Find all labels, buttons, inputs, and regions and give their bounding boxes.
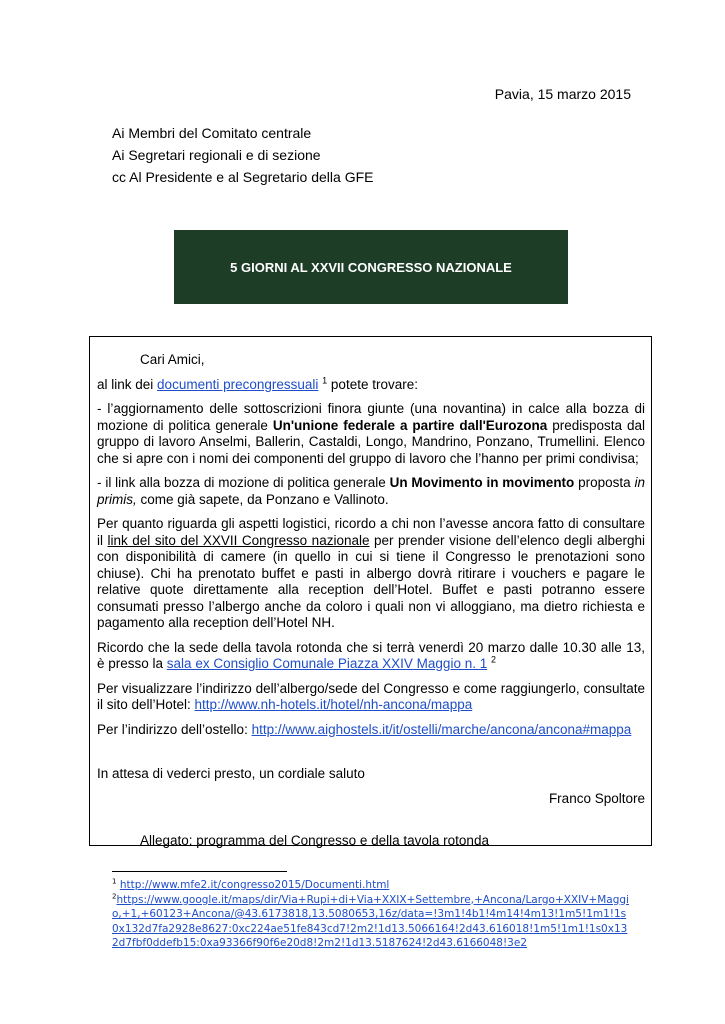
intro-paragraph: [97, 377, 645, 394]
venue-paragraph: [97, 640, 645, 673]
list-item-1: [97, 401, 645, 467]
hostel-map-link[interactable]: http://www.aighostels.it/it/ostelli/marche/ancona/ancona#mappa: [251, 721, 632, 737]
footnote-divider: [112, 871, 287, 872]
item2-italic: in primis,: [97, 475, 646, 507]
item1-motion-title: Un'unione federale a partire dall'Eurozona: [272, 417, 548, 433]
list-item-2: [97, 475, 645, 508]
item2-text: - il link alla bozza di mozione di politica generale: [97, 475, 390, 490]
venue-link[interactable]: sala ex Consiglio Comunale Piazza XXIV Maggio n. 1: [166, 656, 488, 671]
footnote-link[interactable]: https://www.google.it/maps/dir/Via+Rupi+di+Via+XXIX+Settembre,+Ancona/Largo+XXIV+Maggio,+1,+60123+Ancona/@43.6173818,13.5080653,16z/data=!3m1!4b1!4m14!4m13!1m5!1m1!1s0x132d7fa2928e8627:0xc224ae51fe843cd7!2m2!1d13.5066164!2d43.616018!1m5!1m1!1s0x132d7fbf0ddefb15:0xa93366f90f6e20d8!2m2!1d13.5187624!2d43.6166048!3e2: [112, 893, 629, 949]
hotel-paragraph: [97, 681, 645, 714]
title-banner: [174, 230, 568, 304]
footnotes: [112, 878, 632, 951]
closing: In attesa di vederci presto, un cordiale saluto: [97, 766, 365, 781]
intro-text: al link dei: [97, 376, 158, 392]
letter-date: Pavia, 15 marzo 2015: [494, 86, 631, 102]
recipient-line: cc Al Presidente e al Segretario della GFE: [112, 169, 374, 185]
documents-link[interactable]: documenti precongressuali: [157, 376, 319, 392]
congress-site-link[interactable]: link del sito del XXVII Congresso nazionale: [107, 532, 370, 548]
item1-text-end: predisposta dal gruppo di lavoro Anselmi, Ballerin, Castaldi, Longo, Mandrino, Ponzano, Trumellini. Elenco che si apre con i nomi dei componenti del gruppo di lavoro che l’hanno per primi condivisa;: [97, 417, 645, 466]
item2-text-mid: proposta: [574, 475, 635, 490]
hotel-map-link[interactable]: http://www.nh-hotels.it/hotel/nh-ancona/mappa: [194, 697, 473, 712]
hostel-paragraph: [97, 722, 645, 739]
hotel-text: Per visualizzare l’indirizzo dell’albergo/sede del Congresso e come raggiungerlo, consultate il sito dell’Hotel:: [97, 680, 645, 712]
item1-text: - l’aggiornamento delle sottoscrizioni finora giunte (una novantina) in calce alla bozza di mozione di politica generale: [97, 401, 645, 433]
attachment-note: Allegato: programma del Congresso e della tavola rotonda: [140, 833, 489, 848]
banner-title: 5 GIORNI AL XXVII CONGRESSO NAZIONALE: [230, 259, 512, 275]
hostel-text: Per l’indirizzo dell’ostello:: [97, 721, 252, 737]
signature: Franco Spoltore: [548, 790, 645, 806]
logistics-paragraph: [97, 516, 645, 632]
item2-text-end: come già sapete, da Ponzano e Vallinoto.: [136, 491, 389, 507]
footnote-ref: 2: [490, 654, 496, 665]
footnote-ref: 1: [322, 375, 328, 385]
footnote-number: 2: [112, 892, 117, 900]
venue-text: Ricordo che la sede della tavola rotonda che si terrà venerdì 20 marzo dalle 10.30 alle 13, è presso la: [97, 639, 645, 671]
recipient-line: Ai Segretari regionali e di sezione: [112, 147, 321, 163]
intro-text-end: potete trovare:: [327, 376, 418, 392]
greeting: Cari Amici,: [140, 352, 205, 367]
footnote-link[interactable]: http://www.mfe2.it/congresso2015/Documenti.html: [119, 879, 390, 891]
logistics-text-end: per prender visione dell’elenco degli alberghi con disponibilità di camere (in quello in cui si tiene il Congresso le prenotazioni sono chiuse). Chi ha prenotato buffet e pasti in albergo dovrà ritirare i vouchers e pagare le relative quote direttamente alla reception dell’Hotel. Buffet e pasti potranno essere consumati presso l’albergo anche da coloro i quali non vi alloggiano, ma dietro richiesta e pagamento alla reception dell’Hotel NH.: [97, 532, 645, 630]
recipient-line: Ai Membri del Comitato centrale: [112, 125, 312, 141]
recipients-block: [112, 122, 373, 188]
footnote-number: 1: [112, 877, 117, 886]
letter-body: [97, 352, 645, 858]
logistics-text: Per quanto riguarda gli aspetti logistici, ricordo a chi non l’avesse ancora fatto di consultare il: [97, 516, 645, 548]
item2-motion-title: Un Movimento in movimento: [389, 475, 575, 490]
footnote-1: [112, 878, 632, 893]
footnote-2: [112, 893, 632, 951]
